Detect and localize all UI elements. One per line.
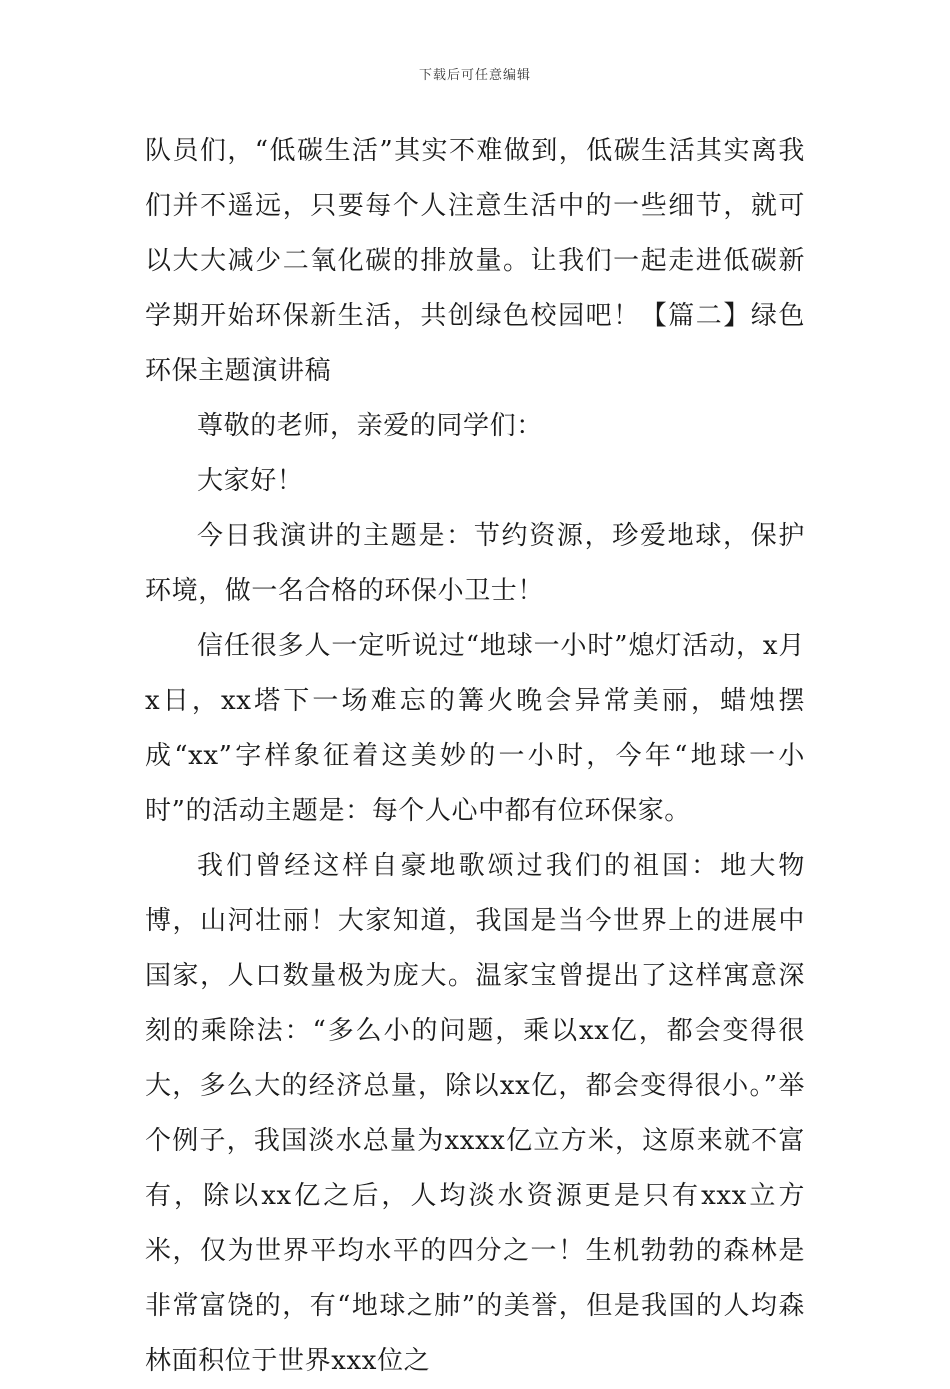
- paragraph-2-salutation: 尊敬的老师，亲爱的同学们：: [197, 411, 543, 441]
- paragraph-4-theme: 今日我演讲的主题是：节约资源，珍爱地球，保护环境，做一名合格的环保小卫士！: [145, 521, 805, 606]
- paragraph-1: 队员们，“低碳生活”其实不难做到，低碳生活其实离我们并不遥远，只要每个人注意生活中的一些细节，就可以大大减少二氧化碳的排放量。让我们一起走进低碳新学期开始环保新生活，共创绿色校园吧！【篇二】绿色环保主题演讲稿: [145, 136, 805, 386]
- paragraph-3-greeting: 大家好！: [197, 466, 304, 496]
- document-body: [145, 124, 805, 1389]
- paragraph-5-earth-hour: 信任很多人一定听说过“地球一小时”熄灯活动，x月x日，xx塔下一场难忘的篝火晚会异常美丽，蜡烛摆成“xx”字样象征着这美妙的一小时，今年“地球一小时”的活动主题是：每个人心中都有位环保家。: [145, 631, 805, 826]
- page-header: 下载后可任意编辑: [418, 68, 531, 83]
- paragraph-6-resources: 我们曾经这样自豪地歌颂过我们的祖国：地大物博，山河壮丽！大家知道，我国是当今世界上的进展中国家，人口数量极为庞大。温家宝曾提出了这样寓意深刻的乘除法：“多么小的问题，乘以xx亿，都会变得很大，多么大的经济总量，除以xx亿，都会变得很小。”举个例子，我国淡水总量为xxxx亿立方米，这原来就不富有，除以xx亿之后，人均淡水资源更是只有xxx立方米，仅为世界平均水平的四分之一！生机勃勃的森林是非常富饶的，有“地球之肺”的美誉，但是我国的人均森林面积位于世界xxx位之: [145, 851, 805, 1376]
